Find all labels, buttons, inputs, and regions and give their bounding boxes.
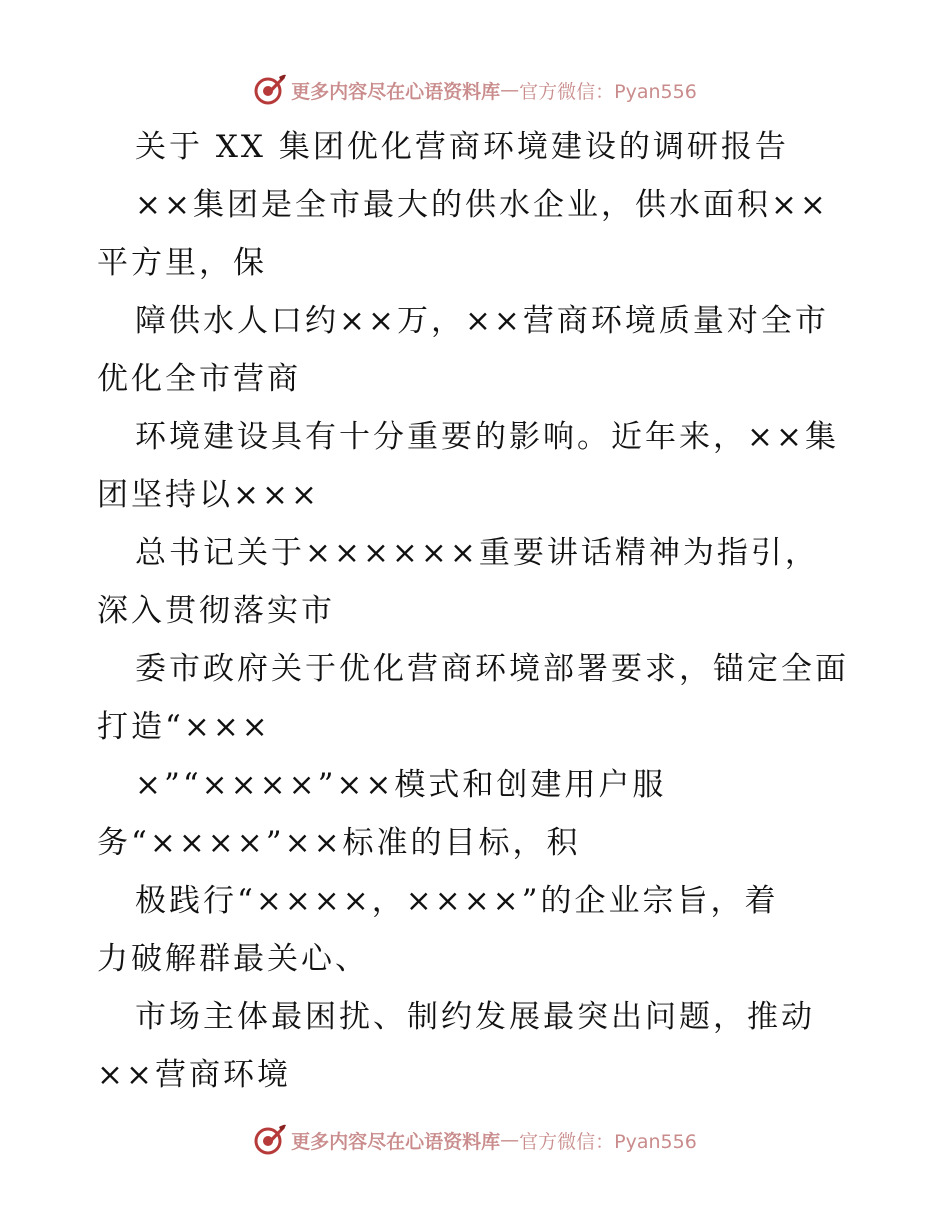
document-line: 委市政府关于优化营商环境部署要求，锚定全面 xyxy=(135,651,849,687)
banner-wechat: 官方微信：Pyan556 xyxy=(519,1130,697,1153)
document-line: 障供水人口约××万，××营商环境质量对全市 xyxy=(135,303,829,339)
document-line: 关于 XX 集团优化营商环境建设的调研报告 xyxy=(135,129,789,165)
document-line: 环境建设具有十分重要的影响。近年来，××集 xyxy=(135,419,839,455)
document-line: 团坚持以××× xyxy=(97,477,320,513)
banner-wechat: 官方微信：Pyan556 xyxy=(519,80,697,103)
document-line: ×”“××××”××模式和创建用户服 xyxy=(135,767,667,803)
document-line: ××集团是全市最大的供水企业，供水面积×× xyxy=(135,187,829,223)
header-banner xyxy=(0,70,950,110)
document-line: 深入贯彻落实市 xyxy=(97,593,335,629)
document-line: 优化全市营商 xyxy=(97,361,301,397)
document-line: ××营商环境 xyxy=(97,1057,291,1093)
banner-dash: — xyxy=(500,79,520,101)
banner-title: 更多内容尽在心语资料库 xyxy=(291,80,501,103)
document-line: 力破解群最关心、 xyxy=(97,941,369,977)
document-line: 平方里，保 xyxy=(97,245,267,281)
document-line: 务“××××”××标准的目标，积 xyxy=(97,825,581,861)
banner-title: 更多内容尽在心语资料库 xyxy=(291,1130,501,1153)
document-line: 市场主体最困扰、制约发展最突出问题，推动 xyxy=(135,999,815,1035)
quill-logo-icon xyxy=(253,73,287,107)
quill-logo-icon xyxy=(253,1123,287,1157)
footer-banner xyxy=(0,1120,950,1160)
document-body xyxy=(97,118,857,1104)
document-line: 打造“××× xyxy=(97,709,271,745)
document-line: 极践行“××××，××××”的企业宗旨，着 xyxy=(135,883,779,919)
document-line: 总书记关于××××××重要讲话精神为指引， xyxy=(135,535,819,571)
banner-dash: — xyxy=(500,1129,520,1151)
